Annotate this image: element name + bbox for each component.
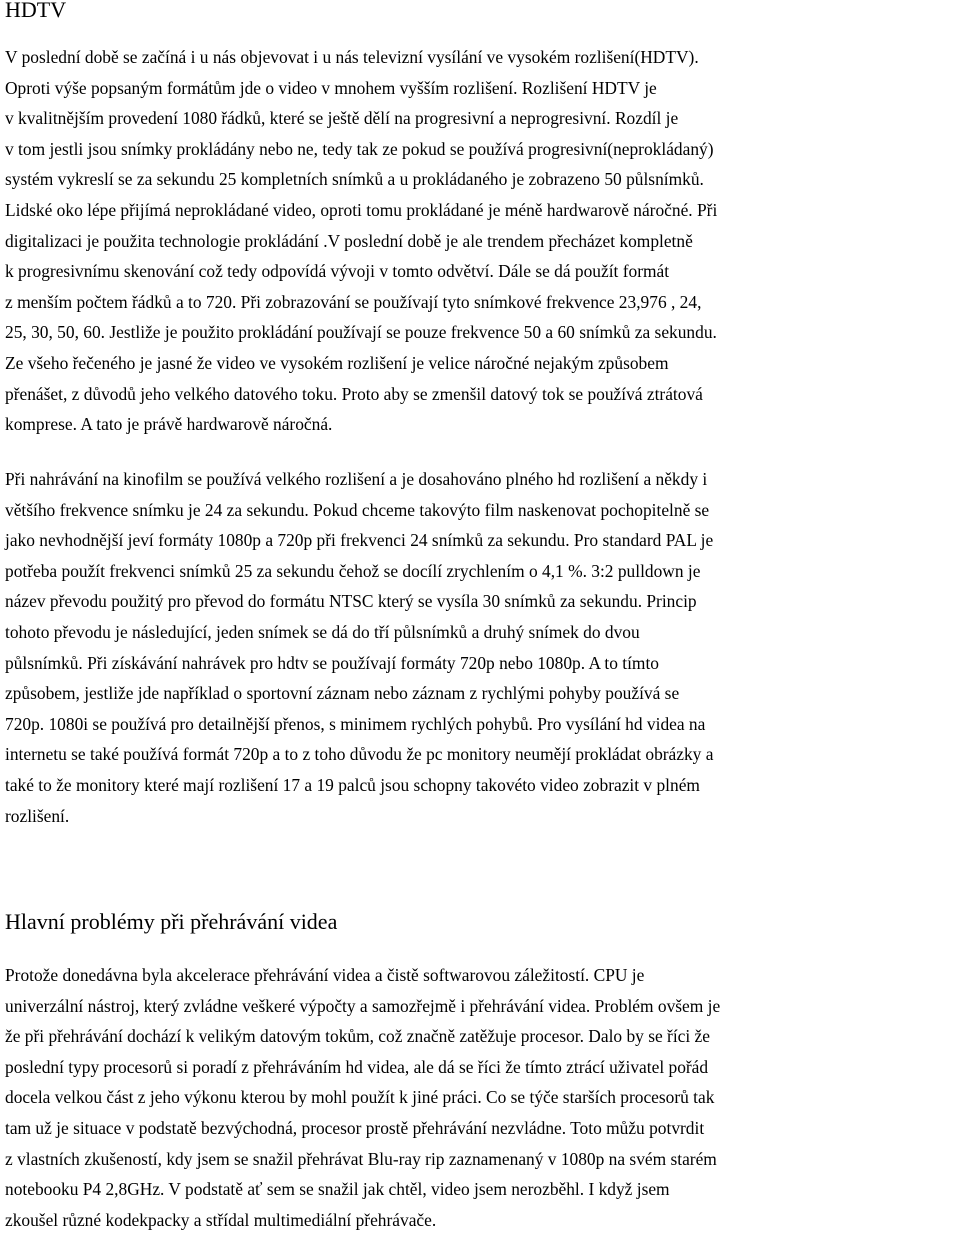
- text-line: přenášet, z důvodů jeho velkého datového toku. Proto aby se zmenšil datový tok se používá ztrátová: [5, 383, 703, 404]
- text-line: tohoto převodu je následující, jeden snímek se dá do tří půlsnímků a druhý snímek do dvou: [5, 621, 640, 642]
- text-line: komprese. A tato je právě hardwarově náročná.: [5, 414, 333, 435]
- text-line: Oproti výše popsaným formátům jde o video v mnohem vyšším rozlišení. Rozlišení HDTV je: [5, 77, 657, 98]
- text-line: Lidské oko lépe přijímá neprokládané video, oproti tomu prokládané je méně hardwarově náročné. Při: [5, 199, 718, 220]
- text-line: v kvalitnějším provedení 1080 řádků, které se ještě dělí na progresivní a neprogresivní. Rozdíl je: [5, 108, 679, 129]
- text-line: z vlastních zkušeností, kdy jsem se snažil přehrávat Blu-ray rip zaznamenaný v 1080p na svém starém: [5, 1148, 717, 1169]
- section-title-hdtv: HDTV: [5, 0, 67, 22]
- paragraph-kinofilm: [5, 464, 957, 831]
- text-line: 25, 30, 50, 60. Jestliže je použito prokládání používají se pouze frekvence 50 a 60 snímků za sekundu.: [5, 322, 717, 343]
- text-line: poslední typy procesorů si poradí z přehráváním hd videa, ale dá se říci že tímto ztrácí uživatel pořád: [5, 1056, 709, 1077]
- text-line: zkoušel různé kodekpacky a střídal multimediální přehrávače.: [5, 1209, 437, 1230]
- text-line: systém vykreslí se za sekundu 25 kompletních snímků a u prokládaného je zobrazeno 50 půlsnímků.: [5, 169, 704, 190]
- text-line: 720p. 1080i se používá pro detailnější přenos, s minimem rychlých pohybů. Pro vysílání hd videa na: [5, 713, 706, 734]
- text-line: potřeba použít frekvenci snímků 25 za sekundu čehož se docílí zrychlením o 4,1 %. 3:2 pulldown je: [5, 560, 701, 581]
- text-line: notebooku P4 2,8GHz. V podstatě ať sem se snažil jak chtěl, video jsem nerozběhl. I když jsem: [5, 1179, 670, 1200]
- text-line: internetu se také používá formát 720p a to z toho důvodu že pc monitory neumějí prokládat obrázky a: [5, 744, 714, 765]
- text-line: rozlišení.: [5, 805, 70, 826]
- text-line: docela velkou část z jeho výkonu kterou by mohl použít k jiné práci. Co se týče starších procesorů tak: [5, 1087, 715, 1108]
- text-line: v tom jestli jsou snímky prokládány nebo ne, tedy tak ze pokud se používá progresivní(neprokládaný): [5, 138, 714, 159]
- text-line: půlsnímků. Při získávání nahrávek pro hdtv se používají formáty 720p nebo 1080p. A to tímto: [5, 652, 659, 673]
- text-line: k progresivnímu skenování což tedy odpovídá vývoji v tomto odvětví. Dále se dá použít formát: [5, 261, 670, 282]
- text-line: V poslední době se začíná i u nás objevovat i u nás televizní vysílání ve vysokém rozlišení(HDTV).: [5, 47, 699, 67]
- text-line: většího frekvence snímku je 24 za sekundu. Pokud chceme takovýto film naskenovat pochopitelně se: [5, 499, 710, 520]
- text-line: Ze všeho řečeného je jasné že video ve vysokém rozlišení je velice náročné nejakým způsobem: [5, 352, 669, 373]
- text-line: z menším počtem řádků a to 720. Při zobrazování se používají tyto snímkové frekvence 23,976 , 24,: [5, 291, 702, 312]
- text-line: způsobem, jestliže jde například o sportovní záznam nebo záznam z rychlými pohyby používá se: [5, 683, 680, 704]
- section-title-playback-problems: Hlavní problémy při přehrávání videa: [5, 909, 338, 934]
- text-line: jako nevhodnější jeví formáty 1080p a 720p při frekvenci 24 snímků za sekundu. Pro standard PAL je: [5, 530, 714, 551]
- paragraph-playback-problems: [5, 960, 957, 1235]
- text-line: také to že monitory které mají rozlišení 17 a 19 palců jsou schopny takovéto video zobrazit v plném: [5, 774, 700, 795]
- text-line: Protože donedávna byla akcelerace přehrávání videa a čistě softwarovou záležitostí. CPU je: [5, 965, 645, 985]
- text-line: univerzální nástroj, který zvládne veškeré výpočty a samozřejmě i přehrávání videa. Problém ovšem je: [5, 995, 721, 1016]
- text-line: Při nahrávání na kinofilm se používá velkého rozlišení a je dosahováno plného hd rozlišení a někdy i: [5, 469, 708, 489]
- paragraph-hdtv-intro: [5, 42, 957, 440]
- text-line: tam už je situace v podstatě bezvýchodná, procesor prostě přehrávání nezvládne. Toto můžu potvrdit: [5, 1117, 705, 1138]
- text-line: digitalizaci je použita technologie prokládání .V poslední době je ale trendem přecházet kompletně: [5, 230, 693, 251]
- text-line: že při přehrávání dochází k velikým datovým tokům, což značně zatěžuje procesor. Dalo by se říci že: [5, 1026, 710, 1047]
- text-line: název převodu použitý pro převod do formátu NTSC který se vysíla 30 snímků za sekundu. Princip: [5, 591, 697, 612]
